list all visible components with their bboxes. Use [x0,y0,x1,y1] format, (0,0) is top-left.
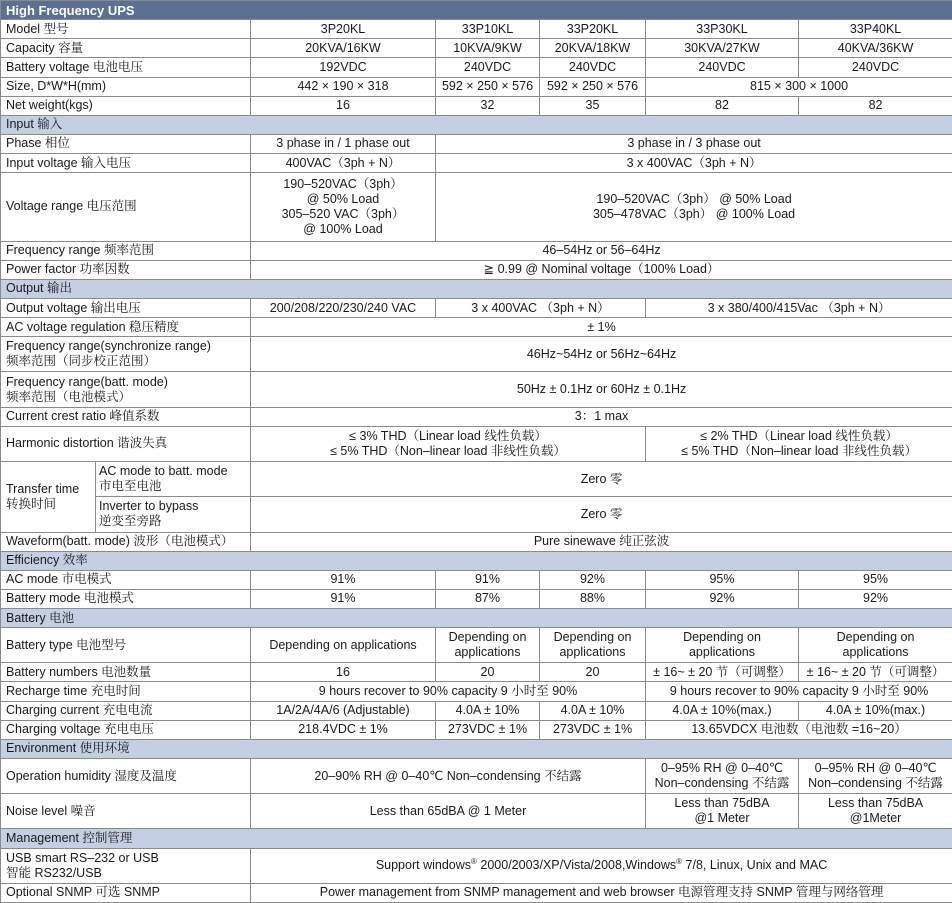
battery-type-label: Battery type 电池型号 [1,628,251,663]
section-battery [1,609,952,628]
noise-value [799,794,952,829]
battery-numbers-value: ± 16~ ± 20 节（可调整） [646,663,799,682]
charging-voltage-value: 13.65VDCX 电池数（电池数 =16~20） [646,720,952,739]
battery-mode-value: 92% [646,589,799,608]
voltage-range-value [436,173,952,241]
row-battery-numbers [1,663,952,682]
power-factor-value: ≧ 0.99 @ Nominal voltage（100% Load） [251,260,952,279]
noise-value: Less than 65dBA @ 1 Meter [251,794,646,829]
title-row [1,1,952,20]
text-line: @1Meter [849,811,902,826]
ac-to-batt-label [96,462,251,497]
text-line: Inverter to bypass [99,499,199,514]
battery-mode-value: 88% [540,589,646,608]
row-phase [1,134,952,153]
row-crest-ratio [1,407,952,426]
battery-type-value [436,628,540,663]
row-capacity [1,39,952,58]
battery-voltage-value: 192VDC [251,58,436,77]
snmp-value: Power management from SNMP management and web browser 电源管理支持 SNMP 管理与网络管理 [251,883,952,902]
text-line: 逆变至旁路 [99,514,162,529]
size-value: 592 × 250 × 576 [436,77,540,96]
output-voltage-value: 200/208/220/230/240 VAC [251,298,436,317]
text-line: 305–520 VAC（3ph） [281,206,405,221]
snmp-label: Optional SNMP 可选 SNMP [1,883,251,902]
row-battery-voltage [1,58,952,77]
humidity-value: 20–90% RH @ 0–40℃ Non–condensing 不结露 [251,758,646,793]
freq-batt-label [1,372,251,407]
row-charging-current [1,701,952,720]
net-weight-value: 82 [799,96,952,115]
net-weight-value: 32 [436,96,540,115]
harmonic-label: Harmonic distortion 谐波失真 [1,426,251,461]
input-voltage-value: 400VAC（3ph + N） [251,154,436,173]
section-efficiency [1,551,952,570]
recharge-time-value: 9 hours recover to 90% capacity 9 小时至 90% [251,682,646,701]
row-ac-regulation [1,318,952,337]
text-line: 190–520VAC（3ph） @ 50% Load [596,191,792,206]
battery-numbers-value: 20 [540,663,646,682]
text-line: ≤ 5% THD（Non–linear load 非线性负载） [330,443,566,458]
freq-sync-value: 46Hz~54Hz or 56Hz~64Hz [251,337,952,372]
model-33p30kl: 33P30KL [646,20,799,39]
frequency-range-value: 46–54Hz or 56–64Hz [251,241,952,260]
battery-mode-value: 92% [799,589,952,608]
input-voltage-value: 3 x 400VAC（3ph + N） [436,154,952,173]
text-segment: Support windows [375,858,472,873]
row-battery-mode [1,589,952,608]
waveform-label: Waveform(batt. mode) 波形（电池模式） [1,532,251,551]
battery-type-value [646,628,799,663]
text-line: Depending on [553,630,632,645]
text-line: ≤ 5% THD（Non–linear load 非线性负载） [681,443,917,458]
charging-current-value: 4.0A ± 10%(max.) [799,701,952,720]
battery-mode-label: Battery mode 电池模式 [1,589,251,608]
registered-mark: ® [471,857,477,867]
battery-voltage-value: 240VDC [540,58,646,77]
text-line: Depending on [448,630,527,645]
row-waveform [1,532,952,551]
text-line: 频率范围（电池模式） [6,389,132,404]
section-management-title: Management 控制管理 [1,829,952,848]
text-line: applications [842,645,909,660]
text-line: Less than 75dBA [674,796,770,811]
row-voltage-range [1,173,952,241]
section-environment-title: Environment 使用环境 [1,739,952,758]
charging-voltage-value: 273VDC ± 1% [540,720,646,739]
text-line: 频率范围（同步校正范围） [6,354,157,369]
charging-current-value: 4.0A ± 10% [540,701,646,720]
battery-voltage-value: 240VDC [799,58,952,77]
frequency-range-label: Frequency range 频率范围 [1,241,251,260]
recharge-time-label: Recharge time 充电时间 [1,682,251,701]
charging-voltage-label: Charging voltage 充电电压 [1,720,251,739]
section-management [1,829,952,848]
freq-sync-label [1,337,251,372]
harmonic-value [251,426,646,461]
harmonic-value [646,426,952,461]
section-efficiency-title: Efficiency 效率 [1,551,952,570]
text-line: Frequency range(synchronize range) [6,339,211,354]
row-output-voltage [1,298,952,317]
recharge-time-value: 9 hours recover to 90% capacity 9 小时至 90% [646,682,952,701]
size-value: 442 × 190 × 318 [251,77,436,96]
model-33p40kl: 33P40KL [799,20,952,39]
text-line: Frequency range(batt. mode) [6,374,168,389]
ac-regulation-value: ± 1% [251,318,952,337]
battery-voltage-value: 240VDC [646,58,799,77]
usb-label [1,848,251,883]
capacity-value: 40KVA/36KW [799,39,952,58]
row-recharge-time [1,682,952,701]
charging-current-label: Charging current 充电电流 [1,701,251,720]
phase-value: 3 phase in / 1 phase out [251,134,436,153]
row-freq-sync [1,337,952,372]
ac-mode-value: 95% [646,570,799,589]
usb-value [251,848,952,883]
text-segment: 2000/2003/XP/Vista/2008,Windows [476,858,677,873]
size-value: 592 × 250 × 576 [540,77,646,96]
battery-voltage-value: 240VDC [436,58,540,77]
section-environment [1,739,952,758]
text-line: AC mode to batt. mode [99,464,228,479]
crest-ratio-value: 3：1 max [251,407,952,426]
text-line: 190–520VAC（3ph） [283,176,403,191]
text-line: 305–478VAC（3ph） @ 100% Load [592,206,796,221]
row-snmp [1,883,952,902]
battery-numbers-value: 16 [251,663,436,682]
text-line: USB smart RS–232 or USB [6,850,159,865]
inv-to-bypass-label [96,497,251,532]
charging-current-value: 4.0A ± 10%(max.) [646,701,799,720]
battery-mode-value: 91% [251,589,436,608]
net-weight-value: 35 [540,96,646,115]
row-charging-voltage [1,720,952,739]
charging-current-value: 1A/2A/4A/6 (Adjustable) [251,701,436,720]
size-value: 815 × 300 × 1000 [646,77,952,96]
ac-mode-value: 95% [799,570,952,589]
row-transfer-inv-bypass [1,497,952,532]
text-line: 0–95% RH @ 0–40℃ [661,761,783,776]
text-line: @ 50% Load [306,191,380,206]
row-input-voltage [1,154,952,173]
ac-mode-value: 91% [436,570,540,589]
text-line: applications [454,645,521,660]
text-line: 智能 RS232/USB [6,865,102,880]
text-line: Less than 75dBA [827,796,924,811]
capacity-value: 20KVA/16KW [251,39,436,58]
capacity-value: 10KVA/9KW [436,39,540,58]
ac-regulation-label: AC voltage regulation 稳压精度 [1,318,251,337]
text-line: Non–condensing 不结露 [654,776,790,791]
capacity-label: Capacity 容量 [1,39,251,58]
text-line: @1 Meter [694,811,750,826]
model-33p10kl: 33P10KL [436,20,540,39]
text-line: Depending on [683,630,761,645]
net-weight-label: Net weight(kgs) [1,96,251,115]
model-3p20kl: 3P20KL [251,20,436,39]
waveform-value: Pure sinewave 纯正弦波 [251,532,952,551]
row-model [1,20,952,39]
phase-value: 3 phase in / 3 phase out [436,134,952,153]
model-label: Model 型号 [1,20,251,39]
registered-mark: ® [676,857,683,867]
text-line: applications [559,645,626,660]
text-line: 市电至电池 [99,479,162,494]
section-input-title: Input 输入 [1,115,952,134]
row-transfer-ac-batt [1,462,952,497]
net-weight-value: 16 [251,96,436,115]
crest-ratio-label: Current crest ratio 峰值系数 [1,407,251,426]
charging-voltage-value: 218.4VDC ± 1% [251,720,436,739]
row-net-weight [1,96,952,115]
row-usb [1,848,952,883]
section-output-title: Output 输出 [1,279,952,298]
battery-type-value [799,628,952,663]
charging-voltage-value: 273VDC ± 1% [436,720,540,739]
section-input [1,115,952,134]
text-line: Non–condensing 不结露 [808,776,943,791]
row-freq-batt [1,372,952,407]
voltage-range-value [251,173,436,241]
text-line: Transfer time [6,481,80,496]
text-line: @ 100% Load [303,221,383,236]
battery-type-value [540,628,646,663]
text-line: ≤ 2% THD（Linear load 线性负载） [700,428,898,443]
section-battery-title: Battery 电池 [1,609,952,628]
row-ac-mode [1,570,952,589]
row-noise [1,794,952,829]
model-33p20kl: 33P20KL [540,20,646,39]
humidity-value [799,758,952,793]
battery-type-value: Depending on applications [251,628,436,663]
battery-numbers-value: ± 16~ ± 20 节（可调整） [799,663,952,682]
ac-mode-label: AC mode 市电模式 [1,570,251,589]
text-line: Depending on [836,630,915,645]
battery-voltage-label: Battery voltage 电池电压 [1,58,251,77]
section-output [1,279,952,298]
row-humidity [1,758,952,793]
table-title: High Frequency UPS [1,1,952,20]
output-voltage-label: Output voltage 输出电压 [1,298,251,317]
noise-label: Noise level 噪音 [1,794,251,829]
humidity-value [646,758,799,793]
row-harmonic [1,426,952,461]
ac-mode-value: 92% [540,570,646,589]
ac-mode-value: 91% [251,570,436,589]
battery-numbers-label: Battery numbers 电池数量 [1,663,251,682]
text-line: 0–95% RH @ 0–40℃ [814,761,937,776]
text-line: 转换时间 [6,496,57,511]
row-power-factor [1,260,952,279]
noise-value [646,794,799,829]
freq-batt-value: 50Hz ± 0.1Hz or 60Hz ± 0.1Hz [251,372,952,407]
capacity-value: 30KVA/27KW [646,39,799,58]
output-voltage-value: 3 x 380/400/415Vac （3ph + N） [646,298,952,317]
transfer-time-label [1,462,96,532]
battery-mode-value: 87% [436,589,540,608]
power-factor-label: Power factor 功率因数 [1,260,251,279]
size-label: Size, D*W*H(mm) [1,77,251,96]
output-voltage-value: 3 x 400VAC （3ph + N） [436,298,646,317]
ac-to-batt-value: Zero 零 [251,462,952,497]
battery-numbers-value: 20 [436,663,540,682]
voltage-range-label: Voltage range 电压范围 [1,173,251,241]
net-weight-value: 82 [646,96,799,115]
inv-to-bypass-value: Zero 零 [251,497,952,532]
row-battery-type [1,628,952,663]
charging-current-value: 4.0A ± 10% [436,701,540,720]
text-segment: 7/8, Linux, Unix and MAC [682,858,828,873]
input-voltage-label: Input voltage 输入电压 [1,154,251,173]
row-size [1,77,952,96]
humidity-label: Operation humidity 湿度及温度 [1,758,251,793]
row-frequency-range [1,241,952,260]
phase-label: Phase 相位 [1,134,251,153]
text-line: applications [688,645,755,660]
capacity-value: 20KVA/18KW [540,39,646,58]
text-line: ≤ 3% THD（Linear load 线性负载） [349,428,547,443]
